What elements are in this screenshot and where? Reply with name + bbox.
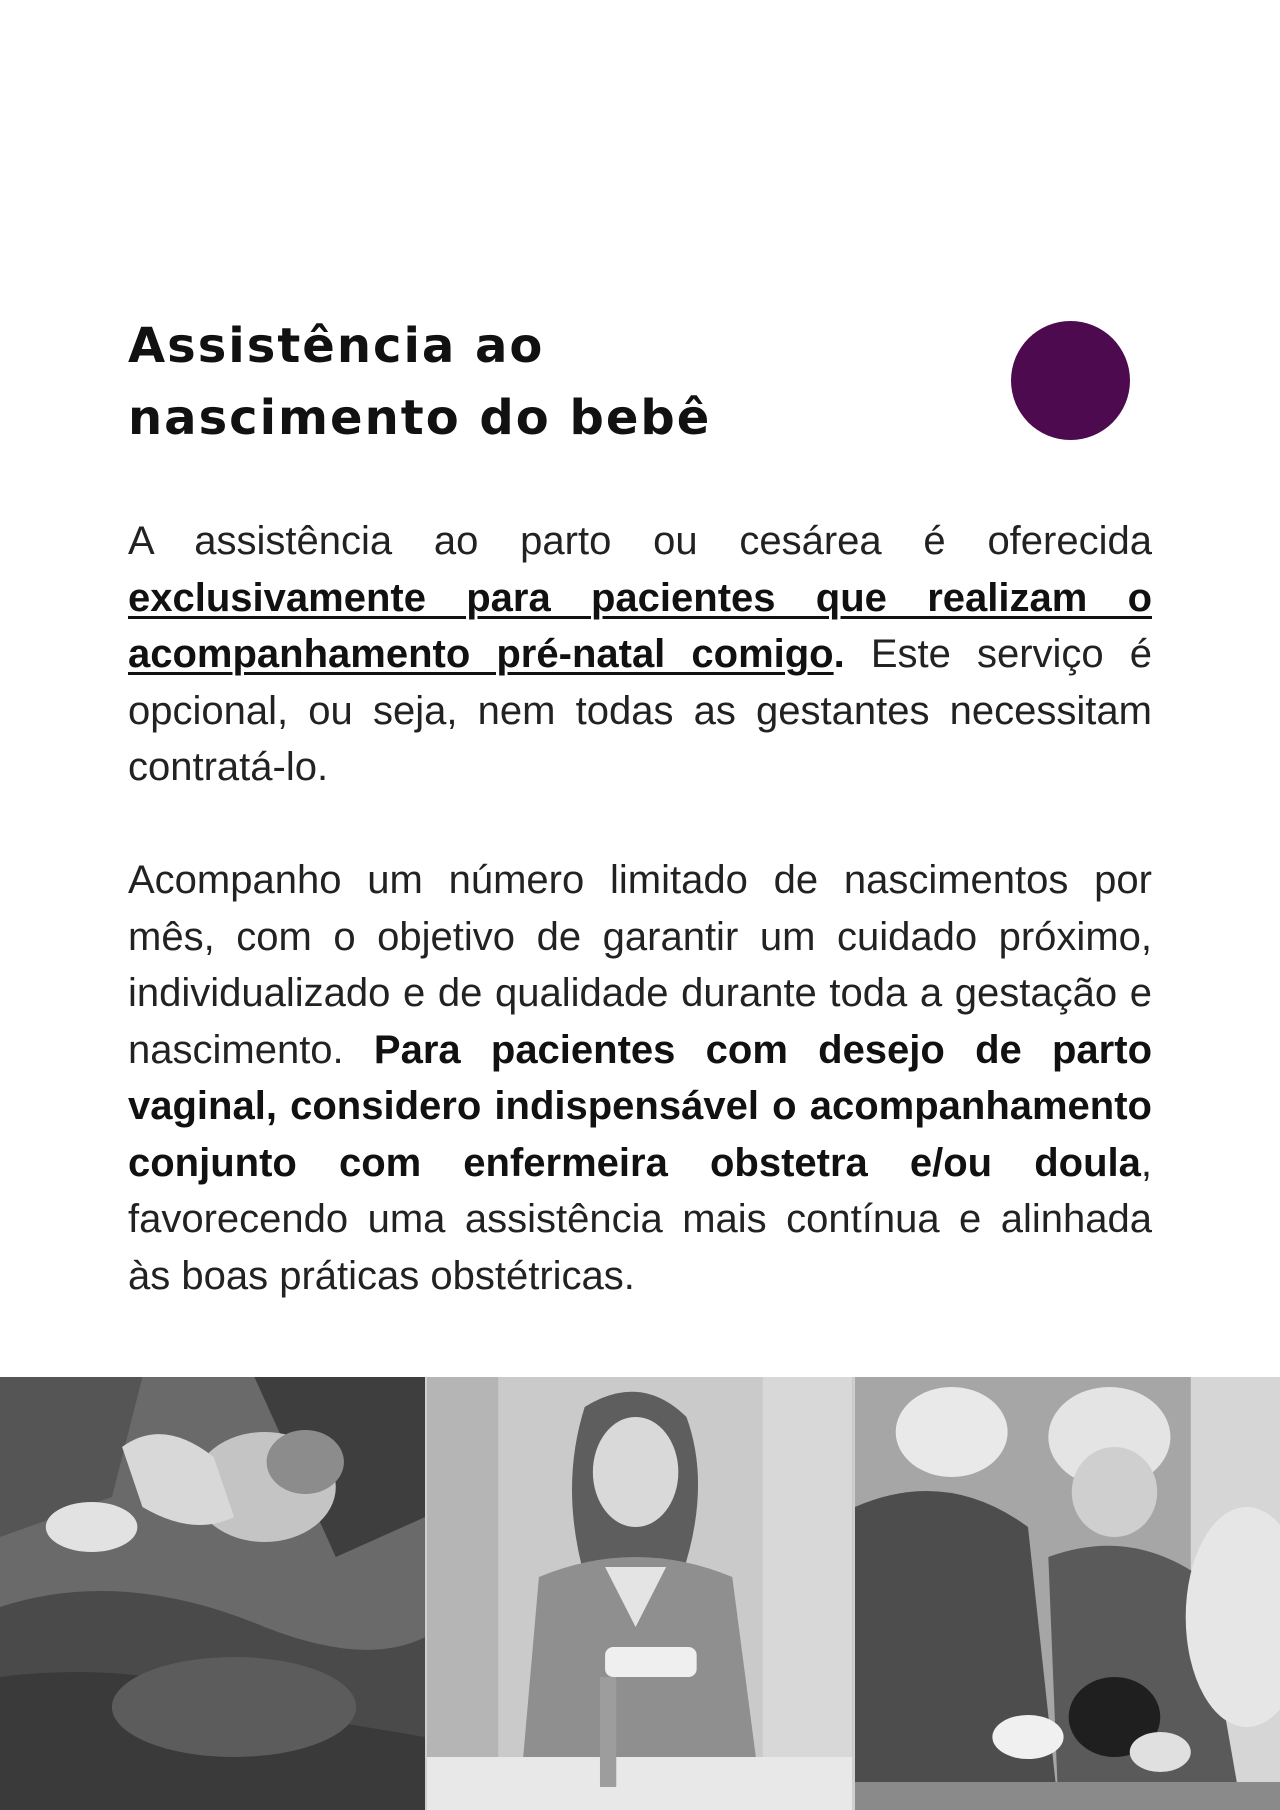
- photo-strip: [0, 1377, 1280, 1810]
- paragraph-2-emphasis: Para pacientes com desejo de parto vaginal, considero indispensável o acompanhamento conjunto com enfermeira obstetra e/ou doula: [128, 1027, 1152, 1185]
- paragraph-1-intro: A assistência ao parto ou cesárea é oferecida: [128, 519, 1152, 563]
- newborn-photo: [0, 1377, 425, 1810]
- doctor-image: [427, 1377, 852, 1810]
- birth-assistance-photo: [855, 1377, 1280, 1810]
- paragraph-2-rest: , favorecendo uma assistência mais contínua e alinhada às boas práticas obstétricas.: [128, 1140, 1152, 1298]
- paragraph-1-rest: Este serviço é opcional, ou seja, nem todas as gestantes necessitam contratá-lo.: [128, 632, 1152, 789]
- paragraph-2-intro: Acompanho um número limitado de nascimentos por mês, com o objetivo de garantir um cuidado próximo, individualizado e de qualidade durante toda a gestação e nascimento.: [128, 858, 1152, 1072]
- title-line-2: nascimento do bebê: [128, 390, 712, 446]
- newborn-image: [0, 1377, 425, 1810]
- paragraph-1-emphasis: exclusivamente para pacientes que realizam o acompanhamento pré-natal comigo: [128, 575, 1152, 676]
- title-line-1: Assistência ao: [128, 318, 545, 374]
- paragraph-limited-births: [128, 852, 1152, 1304]
- accent-circle: [1011, 321, 1130, 440]
- birth-assistance-image: [855, 1377, 1280, 1810]
- paragraph-1-period: .: [833, 632, 845, 676]
- paragraph-service-eligibility: [128, 513, 1152, 796]
- page-title: [128, 310, 828, 454]
- doctor-portrait-photo: [427, 1377, 852, 1810]
